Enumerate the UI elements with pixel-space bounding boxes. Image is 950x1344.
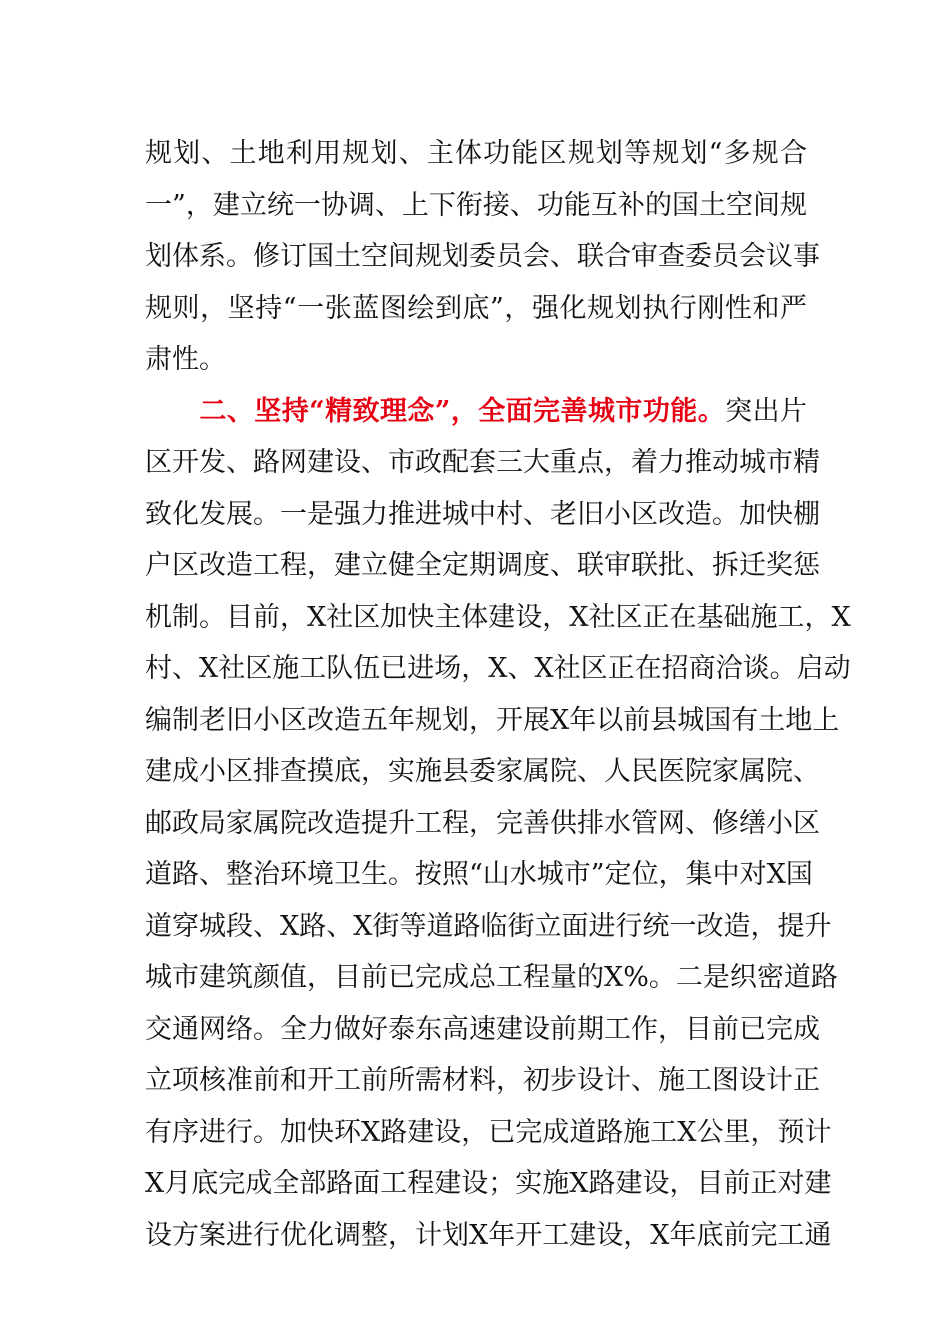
text-line: 有序进行。加快环X路建设，已完成道路施工X公里，预计 <box>145 1116 832 1148</box>
text-line: 道路、整治环境卫生。按照“山水城市”定位，集中对X国 <box>145 859 813 890</box>
text-line: 肃性。 <box>145 344 226 375</box>
text-line: 交通网络。全力做好泰东高速建设前期工作，目前已完成 <box>145 1013 820 1045</box>
text-line: 致化发展。一是强力推进城中村、老旧小区改造。加快棚 <box>145 498 820 530</box>
section-heading: 二、坚持“精致理念”，全面完善城市功能。 <box>199 395 726 427</box>
text-line: 区开发、路网建设、市政配套三大重点，着力推动城市精 <box>145 447 820 478</box>
heading-line <box>145 386 807 438</box>
text-line: 划体系。修订国土空间规划委员会、联合审查委员会议事 <box>145 241 820 272</box>
text-line: 设方案进行优化调整，计划X年开工建设，X年底前完工通 <box>145 1219 832 1251</box>
text-line: X月底完成全部路面工程建设；实施X路建设，目前正对建 <box>145 1168 832 1199</box>
heading-line-rest: 突出片 <box>725 395 808 427</box>
text-line: 户区改造工程，建立健全定期调度、联审联批、拆迁奖惩 <box>145 550 820 581</box>
text-line: 规划、土地利用规划、主体功能区规划等规划“多规合 <box>145 138 807 169</box>
text-line: 城市建筑颜值，目前已完成总工程量的X%。二是织密道路 <box>145 962 838 993</box>
text-line: 村、X社区施工队伍已进场，X、X社区正在招商洽谈。启动 <box>145 653 851 684</box>
text-line: 一”，建立统一协调、上下衔接、功能互补的国土空间规 <box>145 189 807 221</box>
paragraph-city-functions <box>145 386 851 1262</box>
text-line: 机制。目前，X社区加快主体建设，X社区正在基础施工，X <box>145 601 851 633</box>
paragraph-planning <box>145 128 820 386</box>
text-line: 建成小区排查摸底，实施县委家属院、人民医院家属院、 <box>145 756 820 787</box>
document-page <box>145 128 851 1261</box>
text-line: 编制老旧小区改造五年规划，开展X年以前县城国有土地上 <box>145 704 840 736</box>
text-line: 规则，坚持“一张蓝图绘到底”，强化规划执行刚性和严 <box>145 292 807 324</box>
text-line: 邮政局家属院改造提升工程，完善供排水管网、修缮小区 <box>145 807 820 839</box>
text-line: 立项核准前和开工前所需材料，初步设计、施工图设计正 <box>145 1065 820 1096</box>
text-line: 道穿城段、X路、X街等道路临街立面进行统一改造，提升 <box>145 910 832 942</box>
